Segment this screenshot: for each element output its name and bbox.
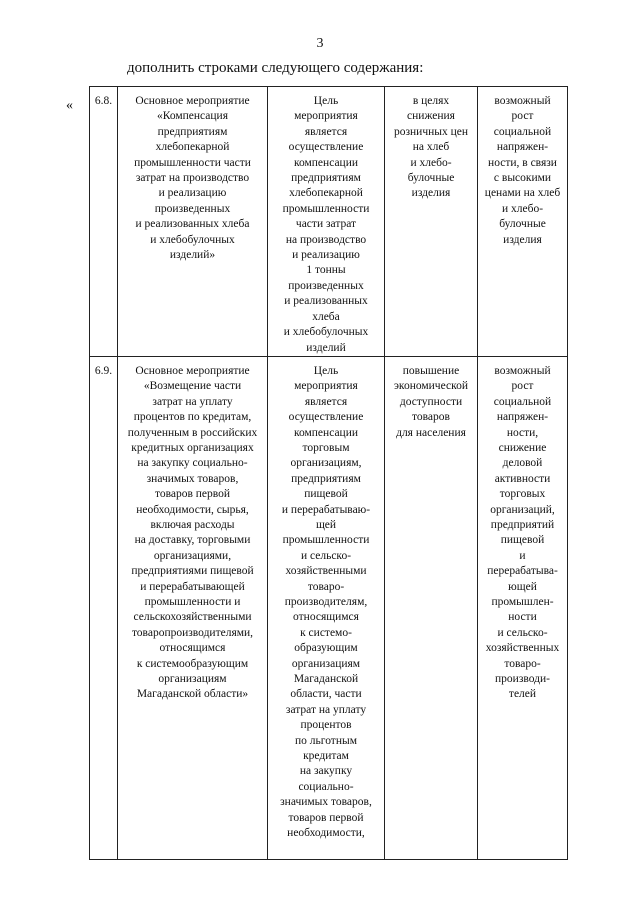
table-row [90,87,568,357]
table-row [90,356,568,859]
risk-cell: возможный рост социальной напряжен- ности, снижение деловой активности торговых организаций, предприятий пищевой и перерабатыва- ющей промышлен- ности и сельско- хозяйственных товаро- производи- телей [478,356,568,859]
row-number: 6.8. [90,87,118,357]
row-number: 6.9. [90,356,118,859]
event-cell: Основное мероприятие «Компенсация предприятиям хлебопекарной промышленности части затрат на производство и реализацию произведенных и реализованных хлеба и хлебобулочных изделий» [118,87,268,357]
result-cell: повышение экономической доступности товаров для населения [385,356,478,859]
page-number: 3 [316,36,324,51]
goal-cell: Цель мероприятия является осуществление компенсации торговым организациям, предприятиям пищевой и перерабатываю- щей промышленности и сельско- хозяйственными товаро- производителям, относящимся к системо- образующим организациям Магаданской области, части затрат на уплату процентов по льготным кредитам на закупку социально- значимых товаров, товаров первой необходимости, [268,356,385,859]
intro-text: дополнить строками следующего содержания: [127,60,424,76]
event-cell: Основное мероприятие «Возмещение части затрат на уплату процентов по кредитам, полученным в российских кредитных организациях на закупку социально- значимых товаров, товаров первой необходимости, сырья, включая расходы на доставку, торговыми организациями, предприятиями пищевой и перерабатывающей промышленности и сельскохозяйственными товаропроизводителями, относящимся к системообразующим организациям Магаданской области» [118,356,268,859]
result-cell: в целях снижения розничных цен на хлеб и хлебо- булочные изделия [385,87,478,357]
opening-quote-mark: « [66,98,73,113]
goal-cell: Цель мероприятия является осуществление компенсации предприятиям хлебопекарной промышленности части затрат на производство и реализацию 1 тонны произведенных и реализованных хлеба и хлебобулочных изделий [268,87,385,357]
measures-table [89,86,568,860]
risk-cell: возможный рост социальной напряжен- ности, в связи с высокими ценами на хлеб и хлебо- булочные изделия [478,87,568,357]
